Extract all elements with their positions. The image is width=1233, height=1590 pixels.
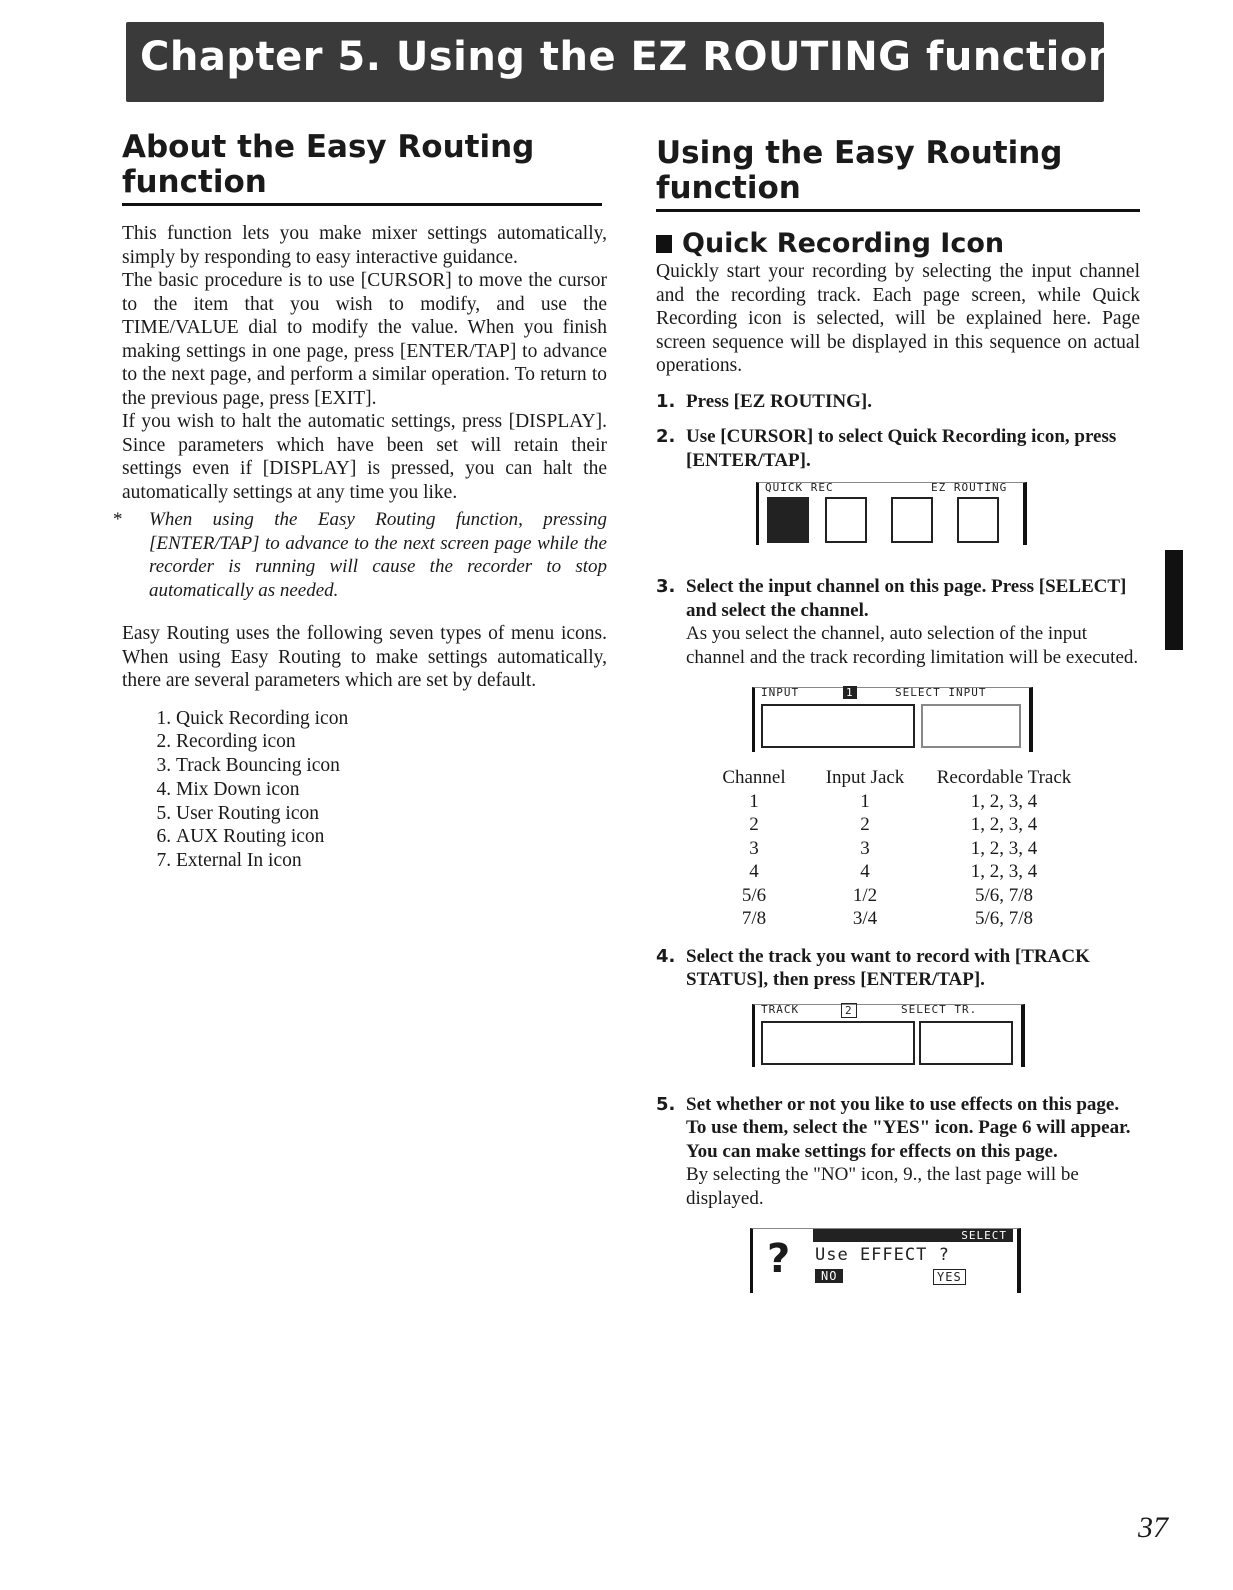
about-paragraph-4: Easy Routing uses the following seven types of menu icons. When using Easy Routing to make settings automatically, there are several parameters which are set by default. [122,623,607,691]
screen-left-label: TRACK [761,1002,800,1016]
quick-recording-heading [656,228,1140,260]
screen-top-label: SELECT [813,1229,1013,1242]
using-heading: Using the Easy Routing function [656,136,1140,212]
list-item: 4. Mix Down icon [176,778,607,802]
table-cell: 1/2 [852,884,878,906]
list-item: 1. Quick Recording icon [176,707,607,731]
chapter-banner [126,22,1117,102]
quick-rec-screen [756,482,1027,545]
step-1 [656,390,1140,414]
step-text: Select the input channel on this page. Press [SELECT] and select the channel. [686,576,1127,621]
yes-option[interactable]: YES [933,1269,966,1285]
step-extra: As you select the channel, auto selection of the input channel and the track recording limitation will be executed. [686,623,1139,668]
table-header-row [702,766,1084,790]
table-row [702,813,1084,837]
about-paragraph-1: This function lets you make mixer settings automatically, simply by responding to easy interactive guidance. [122,223,607,268]
table-cell: 1, 2, 3, 4 [970,861,1038,882]
step-text: Press [EZ ROUTING]. [686,390,872,412]
list-item: 2. Recording icon [176,730,607,754]
about-paragraph-3: If you wish to halt the automatic settings, press [DISPLAY]. Since parameters which have been set will retain their settings even if [DISPLAY] is pressed, you can halt the automatically settings at any time you like. [122,411,607,503]
table-cell: 5/6, 7/8 [974,884,1034,906]
screen-left-label: INPUT [761,686,800,699]
select-track-screen [752,1004,1025,1067]
step-text: Select the track you want to record with [TRACK STATUS], then press [ENTER/TAP]. [686,945,1090,990]
table-cell: 1, 2, 3, 4 [970,814,1038,835]
effect-question: Use EFFECT ? [815,1245,950,1265]
table-cell: 1 [749,790,759,812]
note-text: When using the Easy Routing function, pressing [ENTER/TAP] to advance to the next screen page while the recorder is running will cause the recorder to stop automatically as needed. [149,509,607,601]
screen-page-number: 2 [841,1003,857,1018]
quick-recording-intro: Quickly start your recording by selecting the input channel and the recording track. Each page screen, while Quick Recording icon is selected, will be explained here. Page screen sequence will be displayed in this sequence on actual operations. [656,261,1140,376]
quick-recording-title: Quick Recording Icon [682,228,1005,259]
step-extra: By selecting the "NO" icon, 9., the last page will be displayed. [686,1164,1079,1209]
rec-icon [825,497,867,543]
page-number: 37 [1138,1511,1168,1544]
table-cell: 4 [749,861,759,882]
table-cell: 3 [749,837,759,859]
table-cell: 3 [860,837,870,859]
note [113,508,607,602]
table-cell: 5/6 [741,884,767,906]
mix-icon [891,497,933,543]
screen-right-label: SELECT TR. [901,1002,978,1016]
step-text: Set whether or not you like to use effects on this page. To use them, select the "YES" icon. Page 6 will appear. You can make settings for effects on this page. [686,1093,1131,1162]
step-number: 4. [656,945,676,967]
use-effect-screen [750,1228,1021,1293]
table-cell: 3/4 [852,908,878,929]
list-item: 5. User Routing icon [176,802,607,826]
input-jacks-graphic [761,704,915,748]
tracks-graphic [919,1021,1013,1065]
col-recordable-track: Recordable Track [936,767,1072,788]
screen-right-label: EZ ROUTING [931,481,1008,494]
table-cell: 1, 2, 3, 4 [970,837,1038,859]
table-row [702,837,1084,861]
icon-list [122,707,607,874]
table-cell: 5/6, 7/8 [974,908,1034,929]
tracks-graphic [921,704,1021,748]
step-4 [656,945,1140,992]
question-icon: ? [767,1236,791,1282]
list-item: 3. Track Bouncing icon [176,754,607,778]
table-row [702,907,1084,931]
chapter-edge-tab [1165,550,1183,650]
col-channel: Channel [722,767,786,788]
col-input-jack: Input Jack [825,767,905,788]
step-2 [656,425,1140,472]
about-paragraph-2: The basic procedure is to use [CURSOR] to move the cursor to the item that you wish to modify, and use the TIME/VALUE dial to modify the value. When you finish making settings in one page, press [ENTER/TAP] to advance to the next page, and perform a similar operation. To return to the previous page, press [EXIT]. [122,270,607,409]
table-row [702,860,1084,884]
step-number: 5. [656,1093,676,1115]
list-item: 7. External In icon [176,849,607,873]
screen-right-label: SELECT INPUT [895,686,987,699]
route-icon [957,497,999,543]
step-number: 3. [656,576,676,597]
table-row [702,790,1084,814]
channel-table [702,766,1084,931]
screen-left-label: QUICK REC [765,481,834,494]
table-row [702,884,1084,908]
chapter-title: Chapter 5. Using the EZ ROUTING function [140,34,1117,80]
left-column [113,129,607,873]
select-input-screen [752,687,1033,752]
step-text: Use [CURSOR] to select Quick Recording icon, press [ENTER/TAP]. [686,426,1117,471]
table-cell: 2 [749,814,759,835]
right-column [656,130,1140,1293]
square-bullet-icon [656,235,672,253]
table-cell: 4 [860,861,870,882]
about-heading: About the Easy Routing function [122,130,602,206]
step-3 [656,575,1140,669]
step-number: 2. [656,426,676,447]
list-item: 6. AUX Routing icon [176,825,607,849]
step-number: 1. [656,390,676,412]
meter-icon [767,497,809,543]
step-5 [656,1093,1140,1211]
note-mark: * [113,509,123,530]
input-jacks-graphic [761,1021,915,1065]
screen-page-number: 1 [843,686,857,699]
table-cell: 1 [860,790,870,812]
table-cell: 2 [860,814,870,835]
table-cell: 1, 2, 3, 4 [970,790,1038,812]
table-cell: 7/8 [741,908,767,929]
no-option[interactable]: NO [815,1269,843,1283]
